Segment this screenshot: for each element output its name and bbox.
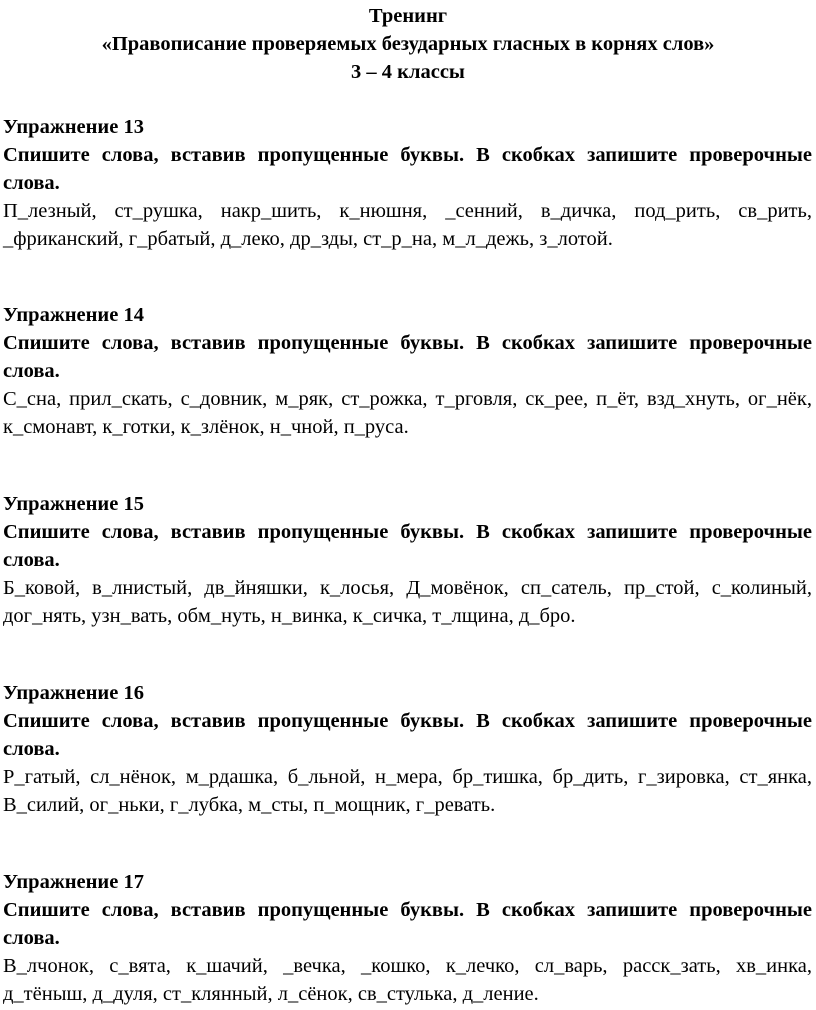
exercise-words: П_лезный, ст_рушка, накр_шить, к_нюшня, _сенний, в_дичка, под_рить, св_рить, _фриканский, г_рбатый, д_леко, др_зды, ст_р_на, м_л_дежь, з_лотой. <box>3 200 812 250</box>
exercise-title: Упражнение 13 <box>3 116 144 138</box>
exercise-words: В_лчонок, с_вята, к_шачий, _вечка, _кошко, к_лечко, сл_варь, расск_зать, хв_инка, д_тёныш, д_дуля, ст_клянный, л_сёнок, св_стулька, д_ление. <box>3 955 812 1005</box>
header-title: Тренинг <box>368 5 448 27</box>
exercise-13 <box>3 113 812 253</box>
exercise-title: Упражнение 17 <box>3 871 144 893</box>
exercise-task: Спишите слова, вставив пропущенные буквы. В скобках запишите проверочные слова. <box>3 332 812 382</box>
header-grades: 3 – 4 классы <box>351 61 465 83</box>
exercise-title: Упражнение 15 <box>3 493 144 515</box>
exercise-words: Р_гатый, сл_нёнок, м_рдашка, б_льной, н_мера, бр_тишка, бр_дить, г_зировка, ст_янка, В_силий, ог_ньки, г_лубка, м_сты, п_мощник, г_ревать. <box>3 766 812 816</box>
exercise-words: С_сна, прил_скать, с_довник, м_ряк, ст_рожка, т_рговля, ск_рее, п_ёт, взд_хнуть, ог_нёк, к_смонавт, к_готки, к_злёнок, н_чной, п_руса. <box>3 388 812 438</box>
exercise-17 <box>3 868 812 1008</box>
header-topic: «Правописание проверяемых безударных гласных в корнях слов» <box>101 33 715 55</box>
exercise-15 <box>3 490 812 630</box>
exercise-14 <box>3 301 812 441</box>
exercise-title: Упражнение 14 <box>3 304 144 326</box>
exercise-task: Спишите слова, вставив пропущенные буквы. В скобках запишите проверочные слова. <box>3 144 812 194</box>
exercise-words: Б_ковой, в_лнистый, дв_йняшки, к_лосья, Д_мовёнок, сп_сатель, пр_стой, с_колиный, дог_нять, узн_вать, обм_нуть, н_винка, к_сичка, т_лщина, д_бро. <box>3 577 812 627</box>
exercise-task: Спишите слова, вставив пропущенные буквы. В скобках запишите проверочные слова. <box>3 521 812 571</box>
exercise-title: Упражнение 16 <box>3 682 144 704</box>
exercise-16 <box>3 679 812 819</box>
exercise-task: Спишите слова, вставив пропущенные буквы. В скобках запишите проверочные слова. <box>3 899 812 949</box>
document-header <box>0 2 816 86</box>
exercise-task: Спишите слова, вставив пропущенные буквы. В скобках запишите проверочные слова. <box>3 710 812 760</box>
